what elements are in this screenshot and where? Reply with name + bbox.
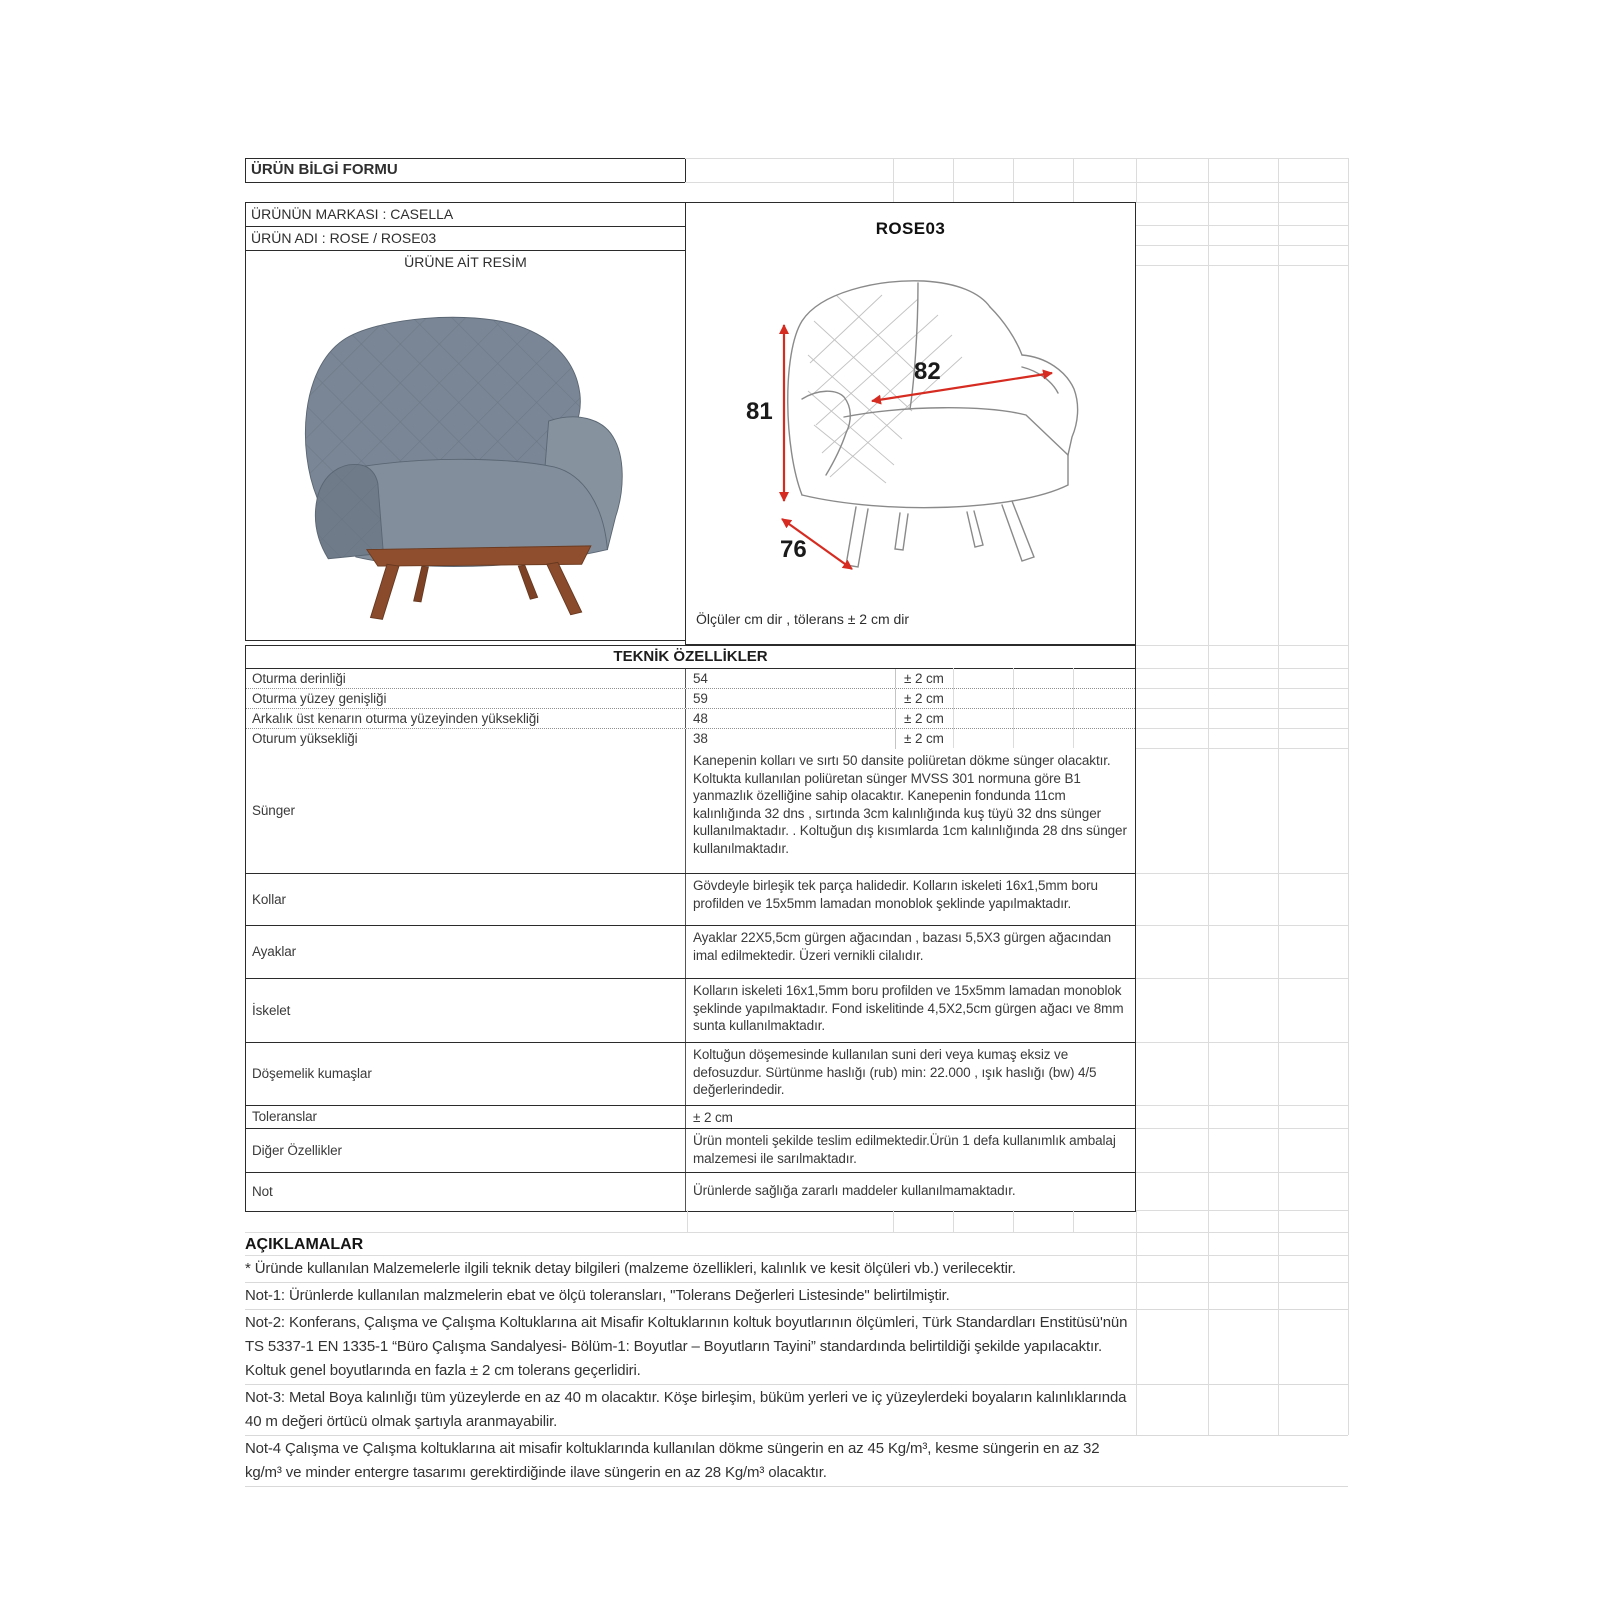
explanation-text: Not-1: Ürünlerde kullanılan malzmelerin ebat ve ölçü toleransları, "Tolerans Değerleri Listesinde" belirtilmiştir. bbox=[245, 1287, 950, 1304]
section-text: Gövdeyle birleşik tek parça halidedir. Kolların iskeleti 16x1,5mm boru profilden ve 15x5mm lamadan monoblok şeklinde yapılmaktadır. bbox=[693, 878, 1098, 911]
dimension-diagram bbox=[686, 203, 1137, 646]
gridline bbox=[953, 1210, 954, 1232]
gridline bbox=[1136, 202, 1348, 203]
tech-section-row bbox=[246, 926, 1135, 979]
spec-value: 38 bbox=[686, 729, 896, 749]
tech-section-row bbox=[246, 1173, 1135, 1211]
explanations-list bbox=[245, 1256, 1348, 1487]
spec-label: Arkalık üst kenarın oturma yüzeyinden yüksekliği bbox=[246, 709, 686, 728]
spec-tolerance: ± 2 cm bbox=[904, 731, 944, 746]
dim-label-width: 82 bbox=[914, 358, 941, 385]
section-text: Ürün monteli şekilde teslim edilmektedir.Ürün 1 defa kullanımlık ambalaj malzemesi ile sarılmaktadır. bbox=[693, 1133, 1116, 1166]
tech-spec-row bbox=[246, 729, 1135, 749]
spec-value: 54 bbox=[686, 669, 896, 688]
section-text: Koltuğun döşemesinde kullanılan suni deri veya kumaş eksiz ve defosuzdur. Sürtünme haslığı (rub) min: 22.000 , ışık haslığı (bw) 4/5 değerlerindedir. bbox=[693, 1047, 1097, 1097]
gridline bbox=[953, 158, 954, 202]
explanation-text: * Üründe kullanılan Malzemelerle ilgili teknik detay bilgileri (malzeme özellikleri, kalınlık ve kesit ölçüleri vb.) verilecektir. bbox=[245, 1260, 1016, 1277]
gridline bbox=[893, 158, 894, 202]
gridline bbox=[1073, 158, 1074, 202]
gridline bbox=[1013, 1210, 1014, 1232]
explanation-text: Not-3: Metal Boya kalınlığı tüm yüzeylerde en az 40 m olacaktır. Köşe birleşim, büküm yerleri ve iç yüzeylerdeki boyaların kalınlıklarında 40 m değeri örtücü olmak şartıyla aranmayabilir. bbox=[245, 1389, 1127, 1430]
section-label: İskelet bbox=[246, 979, 686, 1042]
explanation-row bbox=[245, 1310, 1348, 1385]
tech-section-row bbox=[246, 749, 1135, 874]
gridline bbox=[1136, 688, 1348, 689]
spec-value: 48 bbox=[686, 709, 896, 728]
dimension-note: Ölçüler cm dir , tölerans ± 2 cm dir bbox=[696, 611, 910, 627]
spec-tolerance: ± 2 cm bbox=[904, 671, 944, 686]
explanation-row bbox=[245, 1256, 1348, 1283]
gridline bbox=[1136, 265, 1348, 266]
section-label: Diğer Özellikler bbox=[246, 1129, 686, 1172]
gridline bbox=[953, 668, 954, 748]
section-label: Not bbox=[246, 1173, 686, 1211]
tech-table-header: TEKNİK ÖZELLİKLER bbox=[246, 646, 1135, 669]
gridline bbox=[1136, 978, 1348, 979]
gridline bbox=[1208, 158, 1209, 1435]
tech-spec-row bbox=[246, 689, 1135, 709]
section-text: ± 2 cm bbox=[693, 1110, 733, 1125]
gridline bbox=[1136, 1210, 1137, 1435]
explanation-text: Not-4 Çalışma ve Çalışma koltuklarına ait misafir koltuklarında kullanılan dökme süngerin en az 45 Kg/m³, kesme süngerin en az 32 kg/m³ ve minder entergre tasarımı gerektirdiğinde ilave süngerin en az 28 Kg/m³ olacaktır. bbox=[245, 1440, 1100, 1481]
spec-label: Oturma derinliği bbox=[246, 669, 686, 688]
dim-label-depth: 76 bbox=[780, 536, 807, 563]
gridline bbox=[1136, 1172, 1348, 1173]
spec-label: Oturum yüksekliği bbox=[246, 729, 686, 749]
explanation-text: Not-2: Konferans, Çalışma ve Çalışma Koltuklarına ait Misafir Koltuklarının koltuk boyutlarının ölçümleri, Türk Standardları Enstitüsü'nün TS 5337-1 EN 1335-1 “Büro Çalışma Sandalyesi- Bölüm-1: Boyutlar – Boyutların Tayini” standardında belirtildiği şekilde yapılacaktır. Koltuk genel boyutlarında en fazla ± 2 cm tolerans geçerlidiri. bbox=[245, 1314, 1128, 1379]
gridline bbox=[1013, 668, 1014, 748]
gridline bbox=[1013, 158, 1014, 202]
gridline bbox=[1136, 158, 1137, 202]
gridline bbox=[687, 1210, 688, 1232]
section-label: Ayaklar bbox=[246, 926, 686, 978]
section-text: Ayaklar 22X5,5cm gürgen ağacından , bazası 5,5X3 gürgen ağacından imal edilmektedir. Üzeri vernikli cilalıdır. bbox=[693, 930, 1112, 963]
tech-section-row bbox=[246, 1043, 1135, 1106]
product-photo-panel bbox=[245, 271, 686, 641]
gridline bbox=[1136, 708, 1348, 709]
gridline bbox=[1136, 1128, 1348, 1129]
explanation-row bbox=[245, 1436, 1348, 1487]
spec-value: 59 bbox=[686, 689, 896, 708]
gridline bbox=[1278, 158, 1279, 1435]
gridline bbox=[1136, 748, 1348, 749]
dim-label-height: 81 bbox=[746, 398, 773, 425]
tech-spec-table bbox=[245, 645, 1136, 1212]
explanation-row bbox=[245, 1385, 1348, 1436]
product-photo bbox=[264, 285, 668, 625]
gridline bbox=[685, 182, 1348, 183]
section-text: Ürünlerde sağlığa zararlı maddeler kullanılmamaktadır. bbox=[693, 1183, 1016, 1198]
section-label: Kollar bbox=[246, 874, 686, 925]
tech-section-row bbox=[246, 979, 1135, 1043]
gridline bbox=[1136, 873, 1348, 874]
spec-tolerance: ± 2 cm bbox=[904, 711, 944, 726]
section-label: Sünger bbox=[246, 749, 686, 873]
tech-section-row bbox=[246, 1106, 1135, 1129]
gridline bbox=[1136, 245, 1348, 246]
gridline bbox=[1136, 728, 1348, 729]
gridline bbox=[1136, 225, 1348, 226]
section-label: Döşemelik kumaşlar bbox=[246, 1043, 686, 1105]
product-name-cell: ÜRÜN ADI : ROSE / ROSE03 bbox=[245, 226, 686, 251]
gridline bbox=[685, 158, 1348, 159]
explanations-title: AÇIKLAMALAR bbox=[245, 1232, 1348, 1256]
tech-spec-row bbox=[246, 709, 1135, 729]
gridline bbox=[1136, 925, 1348, 926]
gridline bbox=[1348, 158, 1349, 1435]
form-title-cell: ÜRÜN BİLGİ FORMU bbox=[245, 158, 686, 183]
image-header-cell: ÜRÜNE AİT RESİM bbox=[245, 250, 686, 272]
spec-tolerance: ± 2 cm bbox=[904, 691, 944, 706]
tech-section-row bbox=[246, 1129, 1135, 1173]
section-text: Kanepenin kolları ve sırtı 50 dansite poliüretan dökme sünger olacaktır. Koltukta kullanılan poliüretan sünger MVSS 301 normuna göre B1 yanmazlık özelliğine sahip olacaktır. Kanepenin fondunda 11cm kalınlığında 32 dns , sırtında 3cm kalınlığında kuş tüyü 32 dns sünger kullanılmaktadır. . Koltuğun dış kısımlarda 1cm kalınlığında 28 dns sünger kullanılmaktadır. bbox=[693, 753, 1127, 856]
gridline bbox=[1136, 668, 1348, 669]
section-label: Toleranslar bbox=[246, 1106, 686, 1128]
gridline bbox=[1073, 1210, 1074, 1232]
gridline bbox=[1136, 1210, 1348, 1211]
diagram-panel bbox=[685, 202, 1136, 645]
explanation-row bbox=[245, 1283, 1348, 1310]
gridline bbox=[1073, 668, 1074, 748]
brand-cell: ÜRÜNÜN MARKASI : CASELLA bbox=[245, 202, 686, 227]
spec-label: Oturma yüzey genişliği bbox=[246, 689, 686, 708]
tech-spec-row bbox=[246, 669, 1135, 689]
tech-section-row bbox=[246, 874, 1135, 926]
gridline bbox=[1136, 645, 1348, 646]
model-title: ROSE03 bbox=[875, 219, 946, 238]
section-text: Kolların iskeleti 16x1,5mm boru profilden ve 15x5mm lamadan monoblok şeklinde yapılmaktadır. Fond iskelitinde 4,5X2,5cm gürgen ağacı ve 8mm sunta kullanılmaktadır. bbox=[693, 983, 1124, 1033]
gridline bbox=[893, 1210, 894, 1232]
gridline bbox=[1136, 1105, 1348, 1106]
gridline bbox=[1136, 1042, 1348, 1043]
